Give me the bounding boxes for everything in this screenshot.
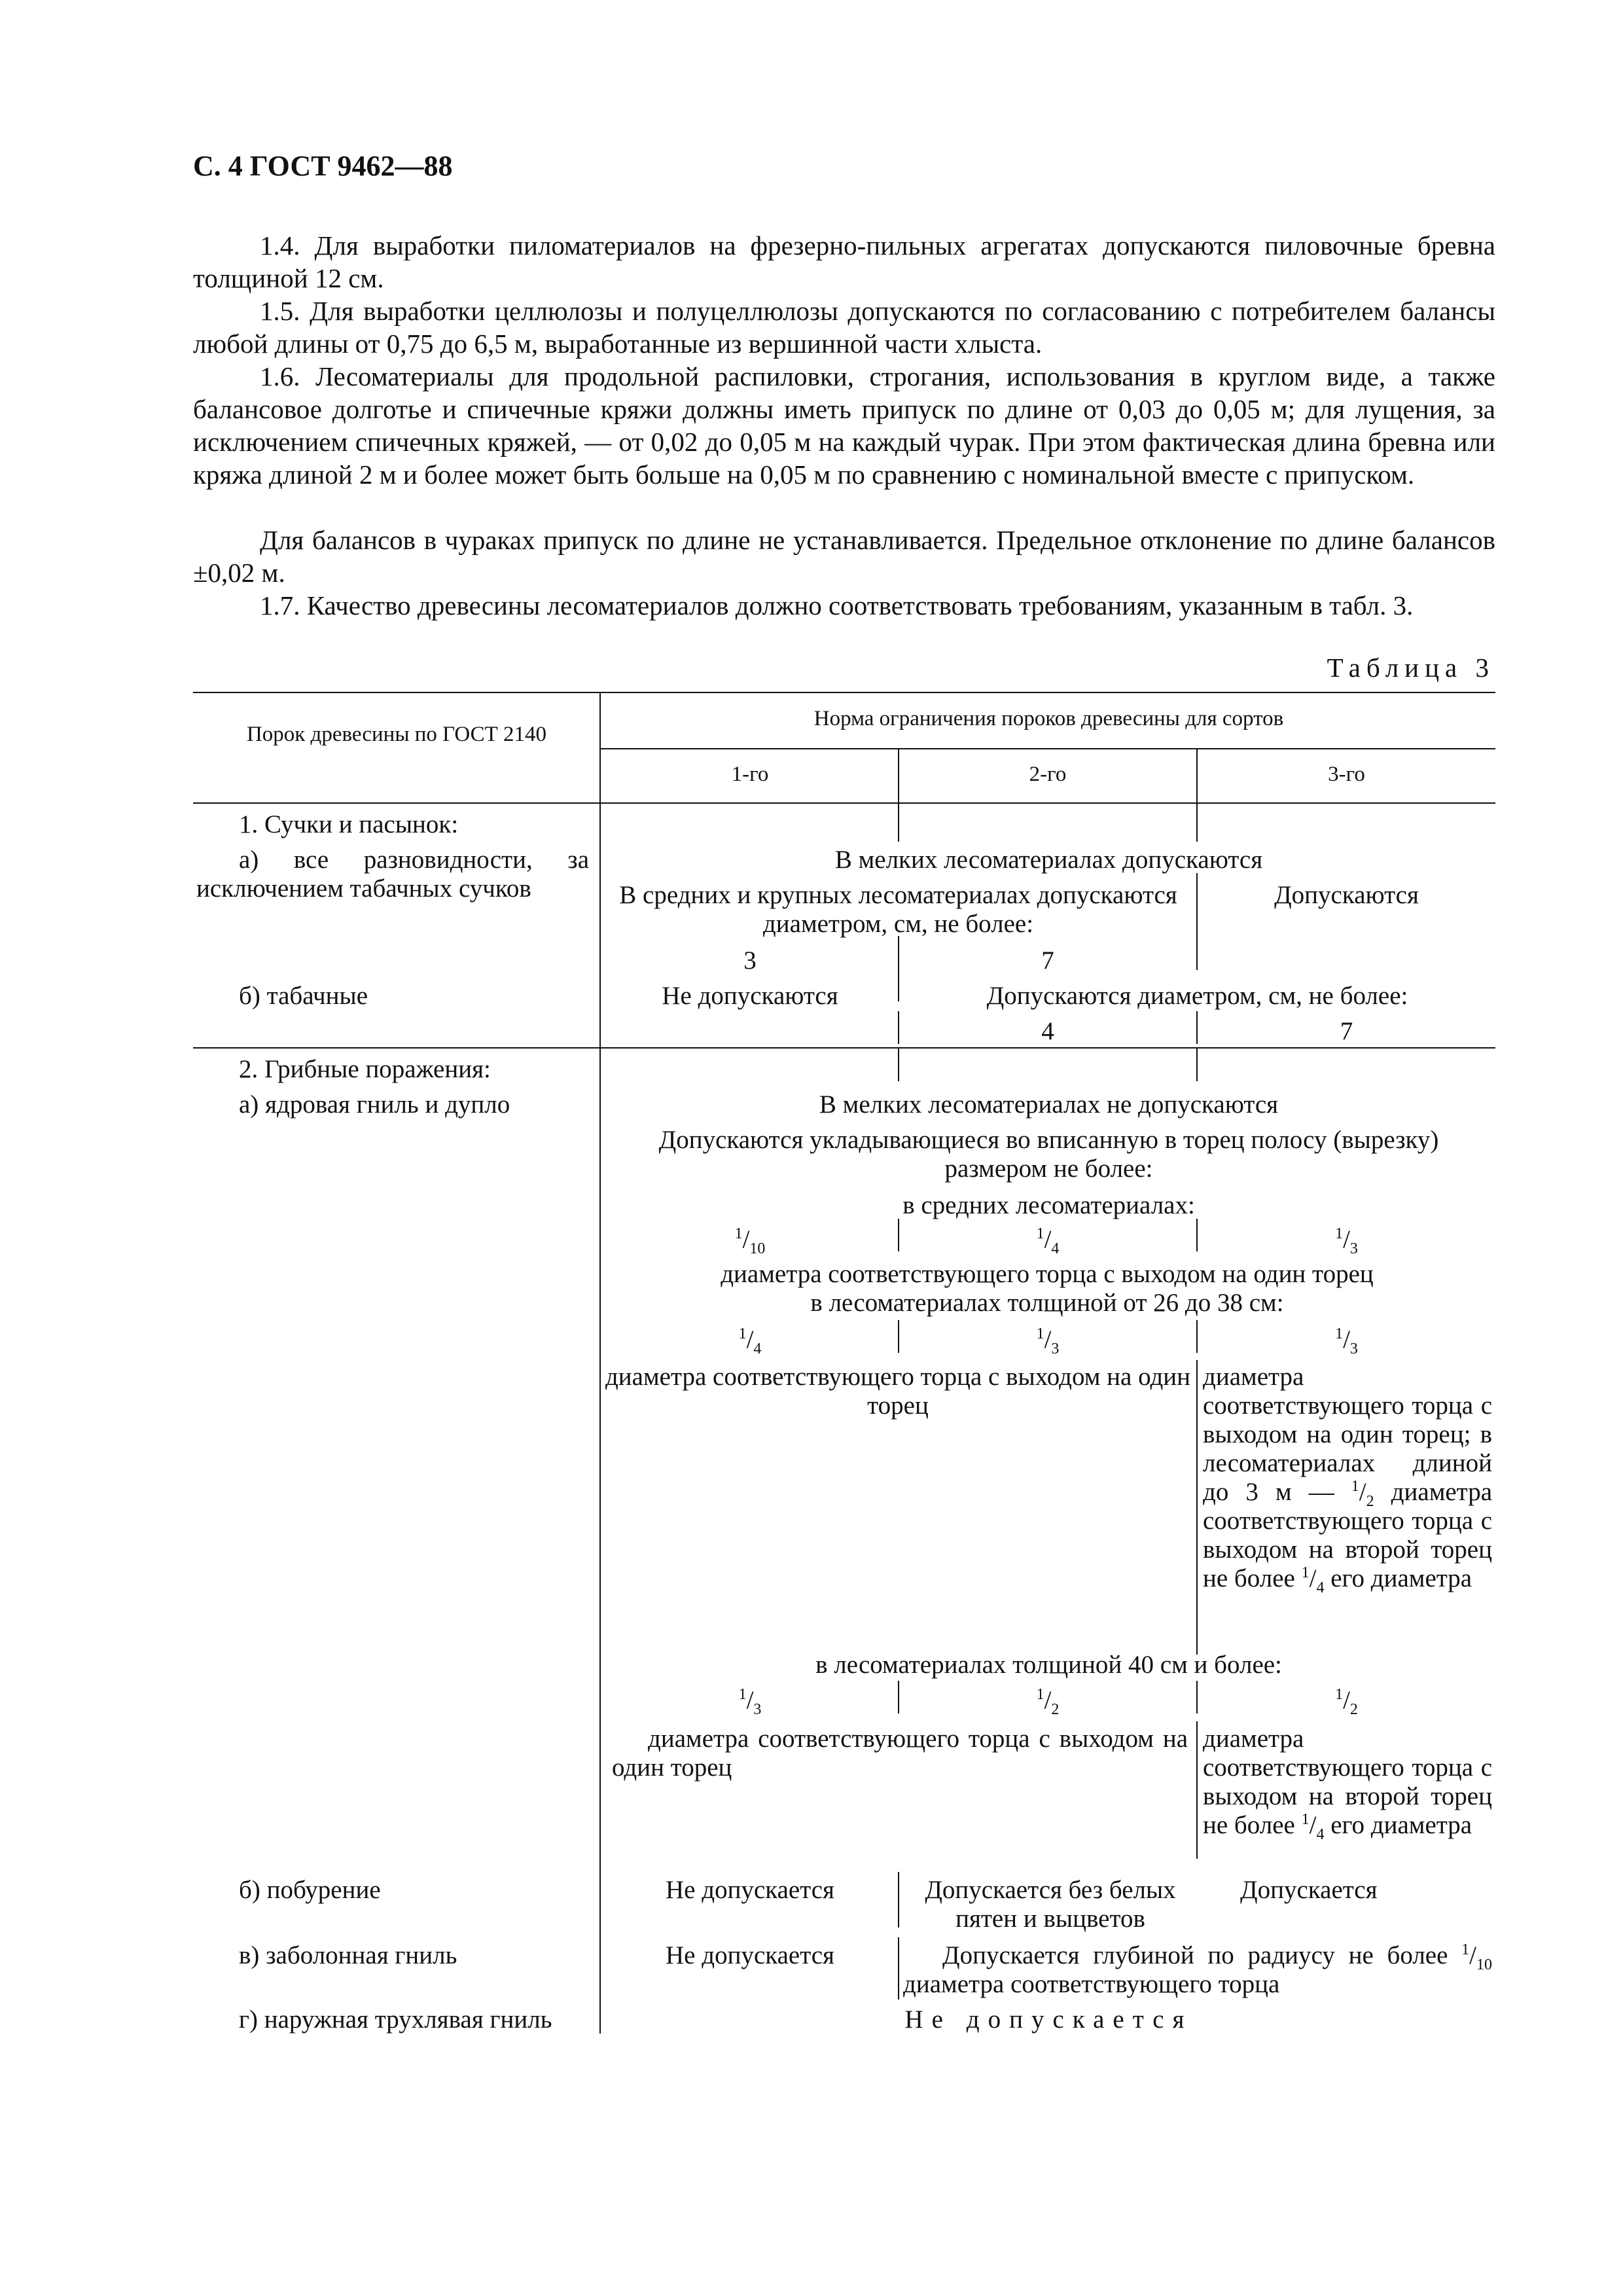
s1-b-value-2: 4: [1041, 1017, 1054, 1045]
s2-b-grade3: Допускается: [1240, 1876, 1378, 1904]
header-grade-1: 1-го: [731, 762, 769, 786]
s2-medium-desc: [654, 1260, 1440, 1318]
s1-value-2: 7: [1041, 946, 1054, 975]
s1-a-label: а) все разновидности, за исключением табачных сучков: [196, 846, 589, 903]
s1-grade3-allowed: Допускаются: [1274, 881, 1419, 909]
paragraph-1-6-balances: Для балансов в чураках припуск по длине не устанавливается. Предельное отклонение по длине балансов ±0,02 м.: [193, 525, 1495, 588]
s2-g-label: г) наружная трухлявая гниль: [239, 2005, 552, 2034]
col-rule-2i: [1196, 1721, 1198, 1859]
s2-thick-grade3: $^1/_3$: [1335, 1325, 1358, 1357]
s2-v-label: в) заболонная гниль: [239, 1941, 457, 1969]
s2-g-all: Не допускается: [904, 2005, 1193, 2034]
col-rule-2a: [1196, 802, 1198, 842]
s2-v-grade1: Не допускается: [666, 1941, 834, 1969]
header-defect: Порок древесины по ГОСТ 2140: [246, 723, 547, 746]
s2-forty-grade1: $^1/_3$: [738, 1686, 762, 1718]
s2-b-label: б) побурение: [239, 1876, 381, 1904]
s1-b-label: б) табачные: [239, 982, 368, 1010]
page-header: С. 4 ГОСТ 9462—88: [193, 150, 453, 182]
s2-range-40: в лесоматериалах толщиной 40 см и более:: [815, 1651, 1282, 1679]
s2-v-grade23: Допускается глубиной по радиусу не более $^1/_{10}$ диаметра соответствующего торца: [903, 1941, 1493, 1998]
col-rule-2d: [1196, 1047, 1198, 1081]
s2-allowed: Допускаются укладывающиеся во вписанную в торец полосу (вырезку) размером не более:: [658, 1126, 1439, 1183]
s2-small: В мелких лесоматериалах не допускаются: [819, 1090, 1279, 1119]
s2-medium-grade1: $^1/_{10}$: [734, 1225, 766, 1257]
header-norm: Норма ограничения пороков древесины для сортов: [813, 707, 1284, 730]
s2-forty-desc-3: диаметра соответствующего торца с выходом на второй торец не более $^1/_4$ его диаметра: [1203, 1725, 1492, 1843]
table-top-rule: [193, 692, 1495, 693]
s2-thick-grade1: $^1/_4$: [738, 1325, 762, 1357]
s2-forty-grade2: $^1/_2$: [1036, 1686, 1060, 1718]
s1-b-value-3: 7: [1340, 1017, 1353, 1045]
s2-thick-desc-12: диаметра соответствующего торца с выходом на один торец: [605, 1363, 1191, 1420]
s2-thick-grade2: $^1/_3$: [1036, 1325, 1060, 1357]
s1-b-grade23: Допускаются диаметром, см, не более:: [986, 982, 1408, 1010]
defect-column-rule: [599, 692, 601, 2034]
s2-b-grade1: Не допускается: [666, 1876, 834, 1904]
s2-forty-desc-12: диаметра соответствующего торца с выходом на один торец: [612, 1725, 1188, 1782]
paragraph-1-4: 1.4. Для выработки пиломатериалов на фрезерно-пильных агрегатах допускаются пиловочные бревна толщиной 12 см.: [193, 230, 1495, 293]
s2-forty-grade3: $^1/_2$: [1335, 1686, 1358, 1718]
s2-medium-desc-text: диаметра соответствующего торца с выходом на один торец: [721, 1260, 1374, 1288]
s2-v-grade23-b: диаметра соответствующего торца: [903, 1970, 1280, 1998]
table-caption: Таблица 3: [1327, 653, 1495, 683]
col-rule-1a: [898, 802, 899, 842]
s2-title: 2. Грибные поражения:: [239, 1055, 491, 1083]
s2-medium: в средних лесоматериалах:: [902, 1191, 1195, 1219]
header-bottom-rule: [193, 802, 1495, 804]
header-mid-rule: [601, 748, 1495, 749]
paragraph-1-7: 1.7. Качество древесины лесоматериалов должно соответствовать требованиям, указанным в табл. 3.: [260, 590, 1414, 620]
col-rule-1k: [898, 1937, 899, 2000]
s2-thick-desc-3c: его диаметра: [1330, 1564, 1472, 1592]
col-rule-1d: [898, 1047, 899, 1081]
s2-medium-grade2: $^1/_4$: [1036, 1225, 1060, 1257]
s2-forty-desc-3b: его диаметра: [1330, 1811, 1472, 1839]
s2-thick-desc-3a: диаметра соответствующего торца с выходом на один торец; в лесоматериалах длиной до 3 м —: [1203, 1363, 1492, 1506]
s2-thick-desc-3: диаметра соответствующего торца с выходом на один торец; в лесоматериалах длиной до 3 м — $^1/_2$ диаметра соответствующего торца с выходом на второй торец не более $^1/_4$ его диаметра: [1203, 1363, 1493, 1596]
s1-b-grade1: Не допускаются: [662, 982, 838, 1010]
s2-thick-desc-3b: диаметра соответствующего торца с выходом на второй торец не более: [1203, 1478, 1493, 1592]
col-rule-2g: [1196, 1360, 1198, 1655]
s1-value-1: 3: [743, 946, 757, 975]
s2-a-label: а) ядровая гниль и дупло: [239, 1090, 510, 1119]
s1-small: В мелких лесоматериалах допускаются: [834, 846, 1263, 874]
paragraph-1-6: 1.6. Лесоматериалы для продольной распиловки, строгания, использования в круглом виде, а также балансовое долготье и спичечные кряжи должны иметь припуск по длине от 0,03 до 0,05 м; для лущения, за исключением спичечных кряжей, — от 0,02 до 0,05 м на каждый чурак. При этом фактическая длина бревна или кряжа длиной 2 м и более может быть больше на 0,05 м по сравнению с номинальной вместе с припуском.: [193, 361, 1495, 490]
s2-forty-desc-3a: диаметра соответствующего торца с выходом на второй торец не более: [1203, 1725, 1492, 1839]
s1-title: 1. Сучки и пасынок:: [239, 810, 459, 838]
s2-medium-grade3: $^1/_3$: [1335, 1225, 1358, 1257]
header-grade-2: 2-го: [1029, 762, 1067, 786]
paragraph-1-5: 1.5. Для выработки целлюлозы и полуцеллюлозы допускаются по согласованию с потребителем балансы любой длины от 0,75 до 6,5 м, выработанные из вершинной части хлыста.: [193, 296, 1495, 359]
s1-medium: В средних и крупных лесоматериалах допускаются диаметром, см, не более:: [619, 881, 1177, 938]
s2-b-grade2: Допускается без белых пятен и выцветов: [925, 1876, 1176, 1933]
s2-v-grade23-a: Допускается глубиной по радиусу не более: [942, 1941, 1448, 1969]
header-grade-3: 3-го: [1328, 762, 1365, 786]
col-rule-1j: [898, 1872, 899, 1928]
section-divider-rule: [193, 1047, 1495, 1049]
s2-range-26-38: в лесоматериалах толщиной от 26 до 38 см:: [810, 1289, 1284, 1317]
